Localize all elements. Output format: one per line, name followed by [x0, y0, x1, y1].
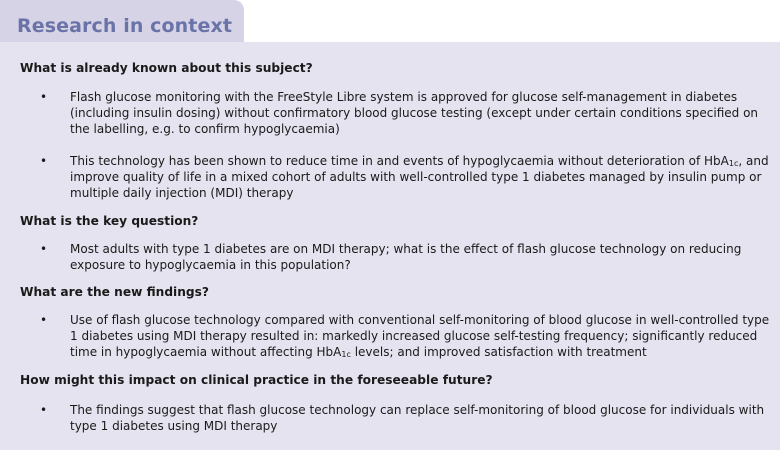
text-line: The findings suggest that flash glucose technology can replace self-monitoring of blood glucose for individuals with [70, 403, 765, 417]
bullet-item-known-2 [70, 153, 775, 202]
section-heading-clinical-impact: How might this impact on clinical practice in the foreseeable future? [20, 373, 493, 387]
text-line: the labelling, e.g. to confirm hypoglycaemia) [70, 122, 340, 137]
bullet-marker: • [40, 242, 48, 256]
bullet-item-new-findings-1 [70, 312, 775, 361]
text-line: type 1 diabetes using MDI therapy [70, 419, 278, 434]
text-segment: , and [738, 154, 769, 168]
bullet-item-known-1 [70, 89, 775, 138]
text-line: Flash glucose monitoring with the FreeStyle Libre system is approved for glucose self-management in diabetes [70, 90, 738, 104]
text-line [70, 344, 775, 360]
text-line [70, 153, 775, 169]
bullet-marker: • [40, 154, 48, 168]
subscript: 1c [728, 159, 739, 168]
text-line: exposure to hypoglycaemia in this population? [70, 258, 351, 273]
text-segment: levels; and improved satisfaction with treatment [350, 345, 647, 360]
bullet-marker: • [40, 313, 48, 327]
title-tab [0, 0, 244, 44]
text-line: multiple daily injection (MDI) therapy [70, 186, 294, 201]
text-line: 1 diabetes using MDI therapy resulted in: markedly increased glucose self-testing frequency; significantly reduced [70, 329, 758, 344]
text-line: Most adults with type 1 diabetes are on MDI therapy; what is the effect of flash glucose technology on reducing [70, 242, 742, 256]
text-line: (including insulin dosing) without confirmatory blood glucose testing (except under certain conditions specified on [70, 106, 759, 121]
text-segment: time in hypoglycaemia without affecting HbA [70, 345, 342, 360]
section-heading-new-findings: What are the new findings? [20, 285, 209, 299]
section-heading-key-question: What is the key question? [20, 214, 199, 228]
bullet-marker: • [40, 90, 48, 104]
subscript: 1c [341, 350, 351, 360]
text-line: Use of flash glucose technology compared with conventional self-monitoring of blood glucose in well-controlled type [70, 313, 770, 327]
section-heading-known: What is already known about this subject? [20, 61, 313, 75]
bullet-item-clinical-impact-1 [70, 402, 775, 434]
bullet-marker: • [40, 403, 48, 417]
text-line: improve quality of life in a mixed cohort of adults with well-controlled type 1 diabetes managed by insulin pump or [70, 170, 762, 185]
bullet-item-key-question-1 [70, 241, 775, 273]
panel-title: Research in context [17, 15, 233, 37]
text-segment: This technology has been shown to reduce time in and events of hypoglycaemia without deterioration of HbA [70, 154, 729, 168]
